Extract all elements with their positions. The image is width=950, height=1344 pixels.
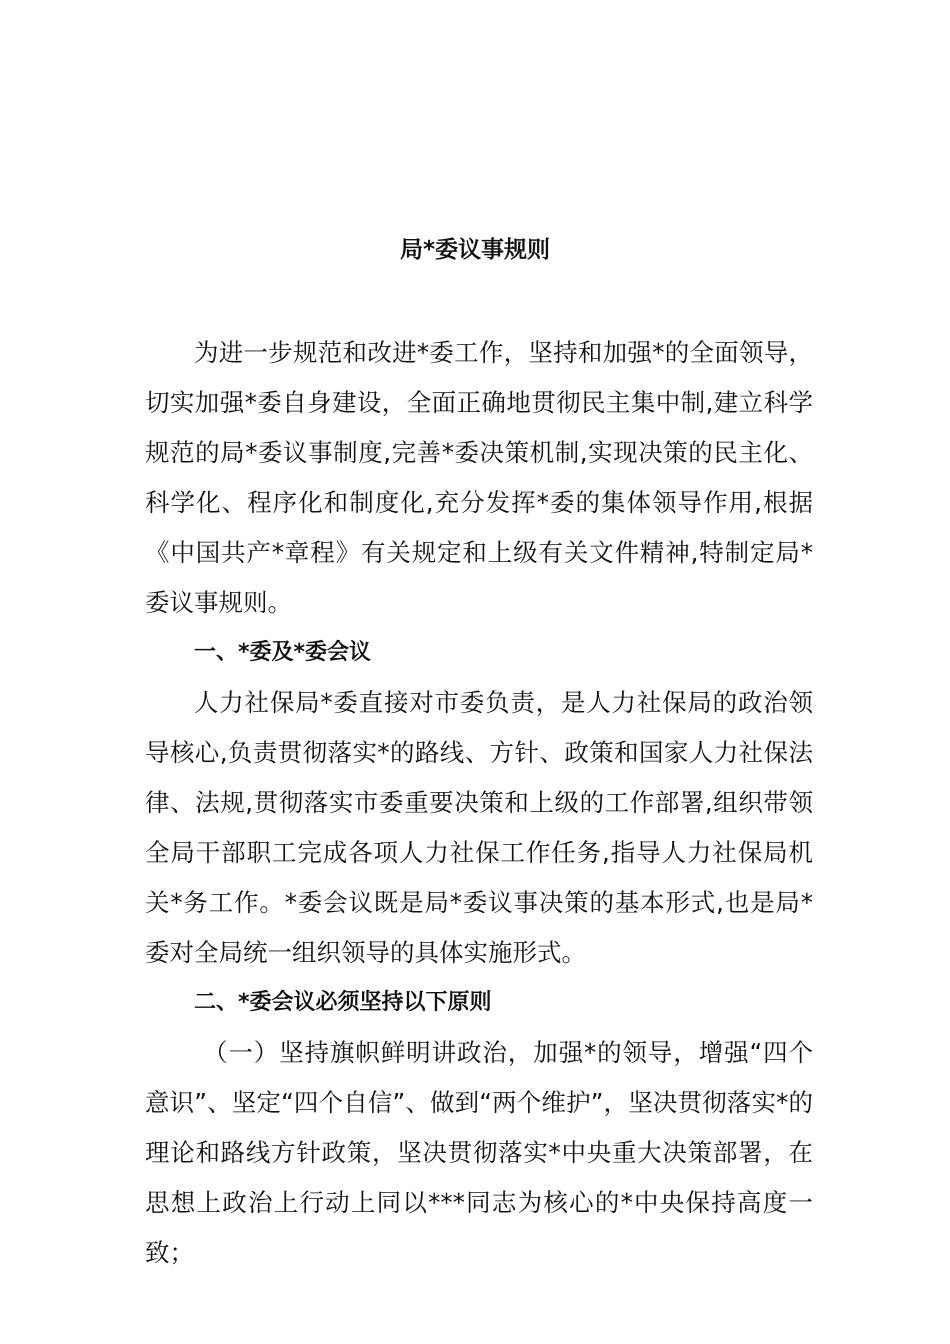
document-title: 局*委议事规则 bbox=[399, 237, 551, 263]
section-paragraph-2: （一）坚持旗帜鲜明讲政治，加强*的领导，增强“四个意识”、坚定“四个自信”、做到“两个维护”，坚决贯彻落实*的理论和路线方针政策，坚决贯彻落实*中央重大决策部署，在思想上政治上行动上同以***同志为核心的*中央保持高度一致； bbox=[145, 1038, 813, 1267]
document-body bbox=[145, 328, 813, 1278]
section-paragraph-1: 人力社保局*委直接对市委负责，是人力社保局的政治领导核心,负责贯彻落实*的路线、方针、政策和国家人力社保法律、法规,贯彻落实市委重要决策和上级的工作部署,组织带领全局干部职工完成各项人力社保工作任务,指导人力社保局机关*务工作。*委会议既是局*委议事决策的基本形式,也是局*委对全局统一组织领导的具体实施形式。 bbox=[145, 688, 813, 967]
section-heading-1: 一、*委及*委会议 bbox=[194, 640, 372, 665]
intro-paragraph: 为进一步规范和改进*委工作，坚持和加强*的全面领导，切实加强*委自身建设，全面正确地贯彻民主集中制,建立科学规范的局*委议事制度,完善*委决策机制,实现决策的民主化、科学化、程序化和制度化,充分发挥*委的集体领导作用,根据《中国共产*章程》有关规定和上级有关文件精神,特制定局*委议事规则。 bbox=[145, 338, 813, 617]
section-heading-2: 二、*委会议必须坚持以下原则 bbox=[194, 990, 492, 1015]
